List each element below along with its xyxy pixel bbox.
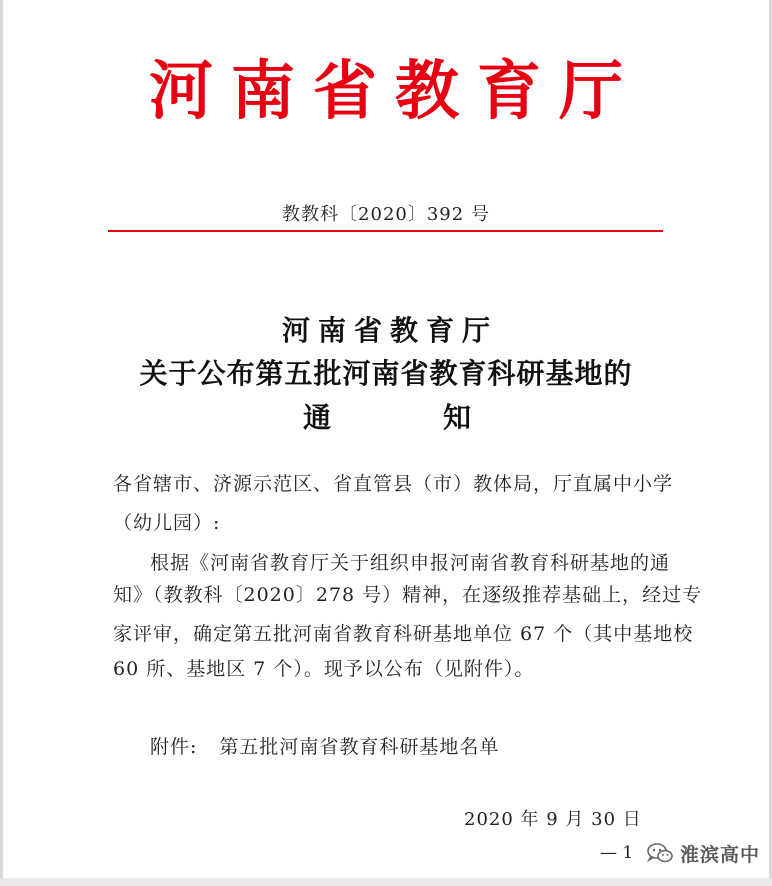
issue-date: 2020 年 9 月 30 日	[464, 809, 642, 830]
attachment-line	[150, 732, 499, 759]
page-bottom-edge	[0, 878, 772, 886]
attachment-value: 第五批河南省教育科研基地名单	[219, 736, 500, 758]
title-line-3	[303, 396, 503, 436]
title-line-3-part-b: 知	[443, 401, 472, 434]
body-line-2: （幼儿园）:	[113, 512, 221, 534]
watermark-text: 淮滨高中	[680, 843, 761, 866]
title-line-2: 关于公布第五批河南省教育科研基地的	[139, 357, 633, 390]
red-divider-line	[108, 230, 663, 232]
body-line-3: 根据《河南省教育厅关于组织申报河南省教育科研基地的通	[150, 552, 671, 574]
body-line-4: 知》（教教科〔2020〕278 号）精神，在逐级推荐基础上，经过专	[113, 584, 703, 606]
body-line-6: 60 所、基地区 7 个）。现予以公布（见附件）。	[113, 658, 535, 680]
title-line-1: 河南省教育厅	[281, 314, 498, 347]
attachment-label: 附件:	[150, 736, 198, 758]
wechat-icon	[646, 842, 674, 864]
document-number: 教教科〔2020〕392 号	[282, 204, 490, 225]
body-line-5: 家评审，确定第五批河南省教育科研基地单位 67 个（其中基地校	[113, 623, 694, 645]
page-number: — 1	[600, 843, 634, 863]
body-line-1: 各省辖市、济源示范区、省直管县（市）教体局，厅直属中小学	[113, 473, 674, 495]
watermark	[642, 838, 764, 868]
masthead-title: 河南省教育厅	[149, 54, 641, 129]
page-left-edge	[0, 0, 3, 886]
title-line-3-part-a: 通	[303, 401, 332, 434]
